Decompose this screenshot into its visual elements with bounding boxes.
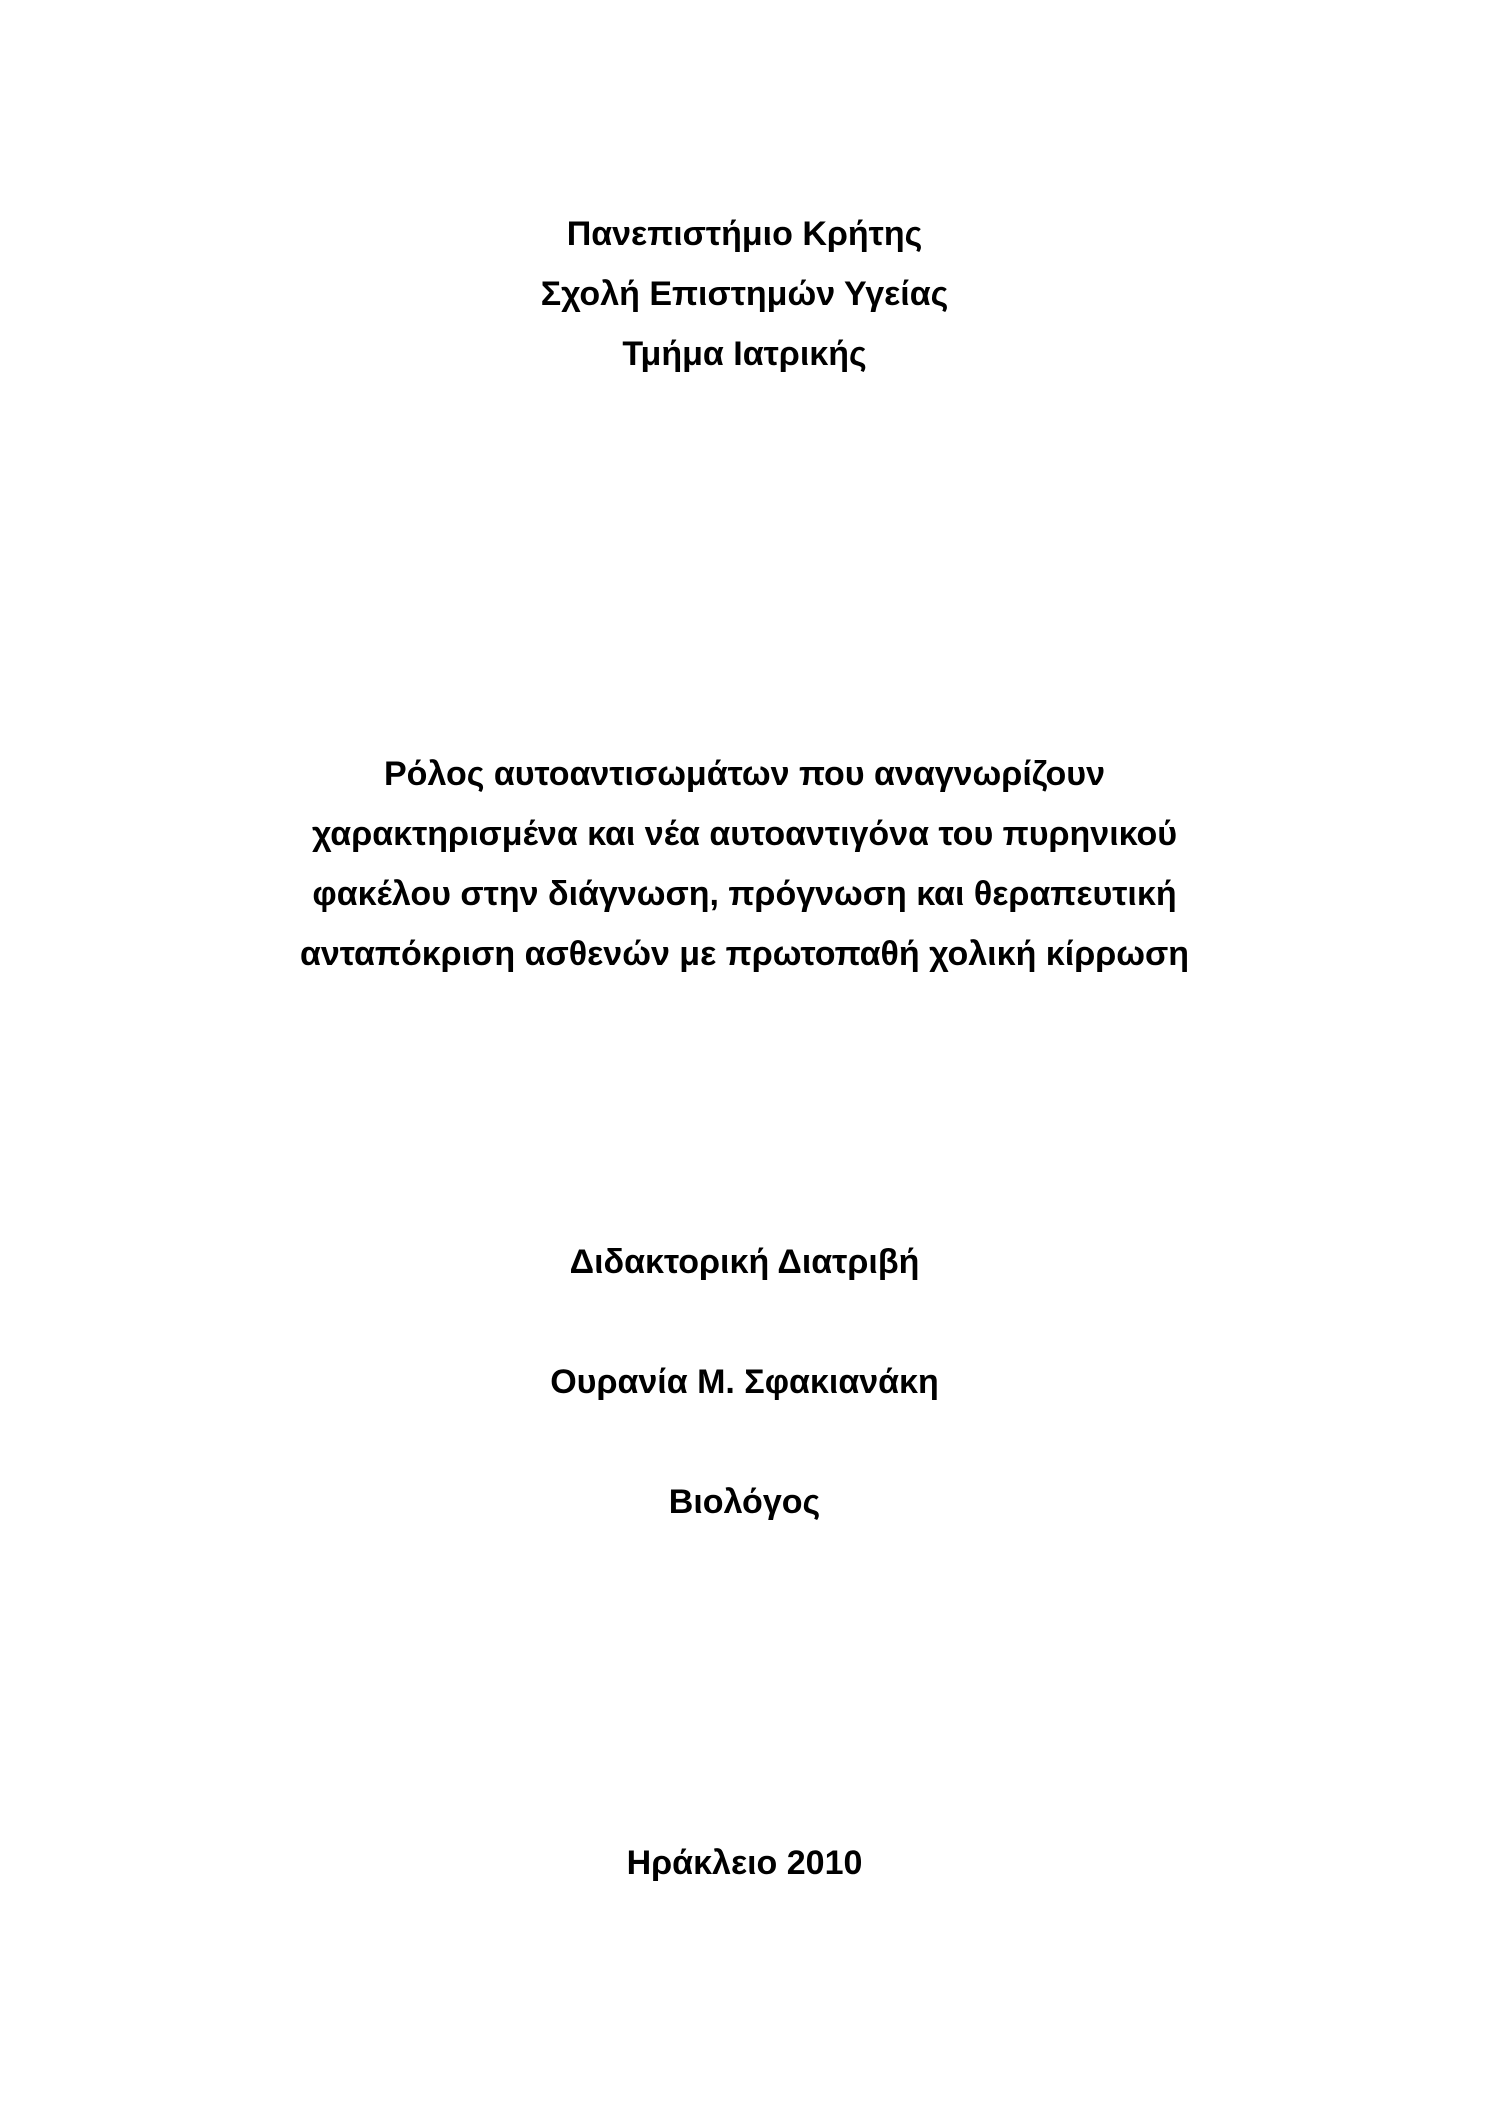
document-type: Διδακτορική Διατριβή — [569, 1243, 920, 1281]
thesis-title-line: Ρόλος αυτοαντισωμάτων που αναγνωρίζουν — [384, 755, 1105, 793]
author-profession: Βιολόγος — [668, 1483, 821, 1521]
university-name: Πανεπιστήμιο Κρήτης — [566, 215, 923, 253]
thesis-title-line: φακέλου στην διάγνωση, πρόγνωση και θεραπευτική — [312, 875, 1177, 913]
department-name: Τμήμα Ιατρικής — [622, 335, 867, 373]
author-name: Ουρανία Μ. Σφακιανάκη — [550, 1363, 939, 1401]
thesis-title-line: ανταπόκριση ασθενών με πρωτοπαθή χολική κίρρωση — [299, 935, 1190, 973]
thesis-title — [0, 754, 1489, 994]
thesis-title-line: χαρακτηρισμένα και νέα αυτοαντιγόνα του πυρηνικού — [311, 815, 1178, 853]
place-year: Ηράκλειο 2010 — [626, 1844, 863, 1882]
school-name: Σχολή Επιστημών Υγείας — [540, 275, 949, 313]
